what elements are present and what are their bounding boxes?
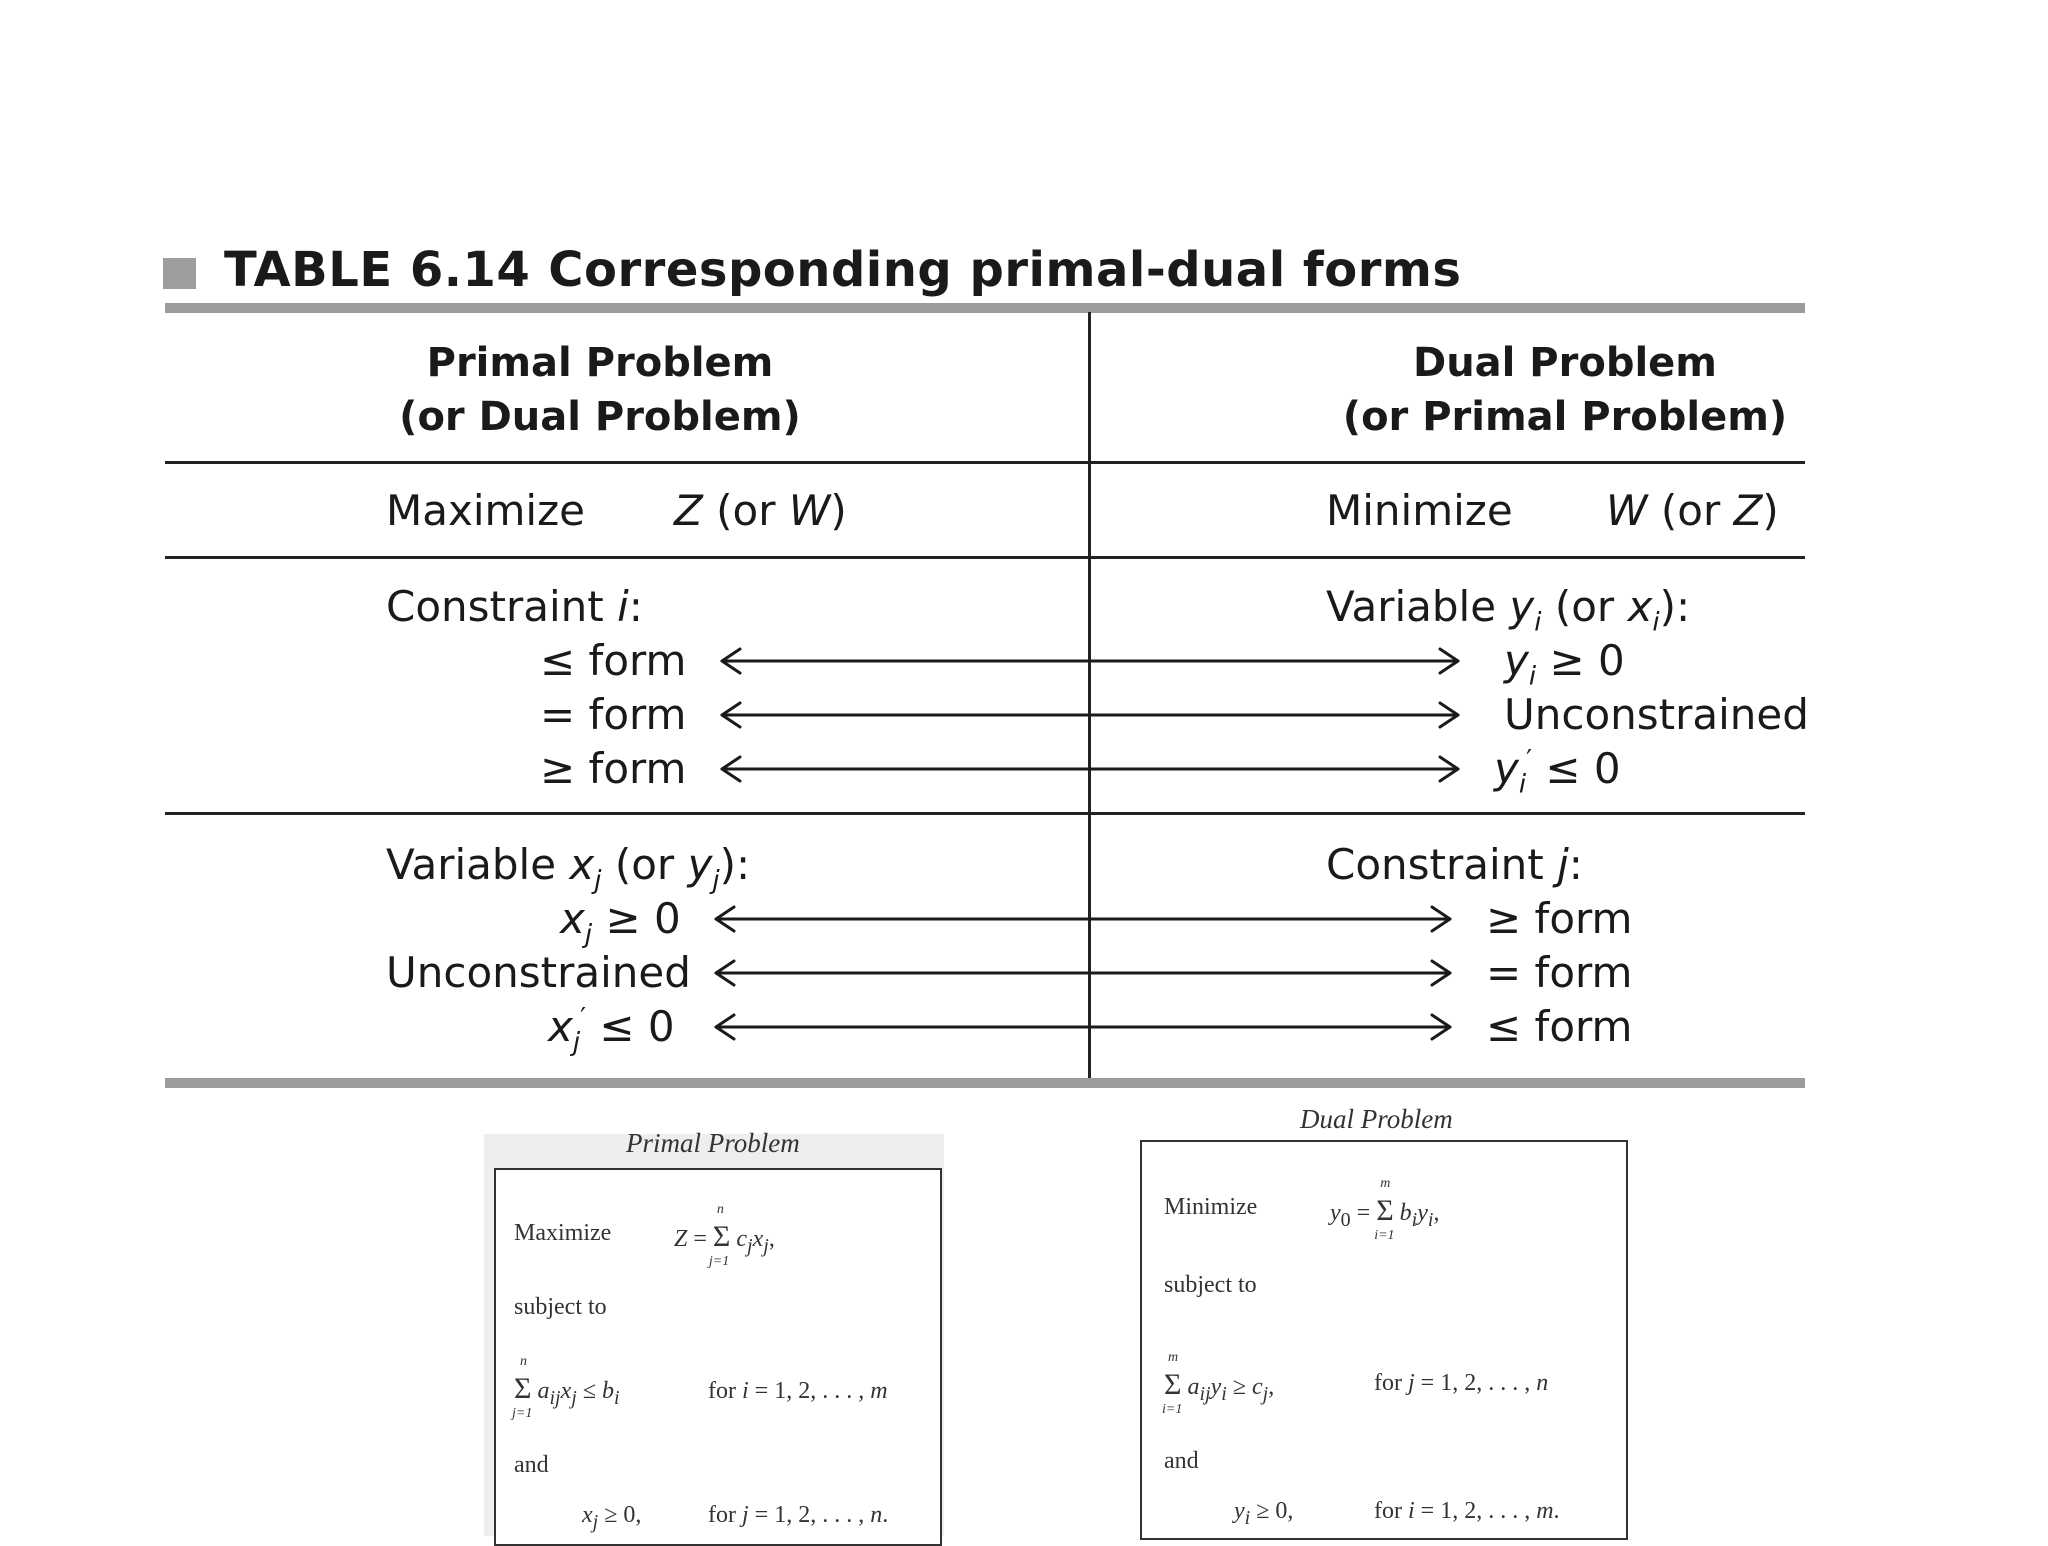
constraint-j-heading: Constraint j: xyxy=(1326,840,1583,889)
primal-box-caption: Primal Problem xyxy=(626,1128,800,1158)
dual-box-caption: Dual Problem xyxy=(1300,1104,1453,1134)
minimize-label: Minimize xyxy=(1326,486,1513,535)
dual-nonneg-range: for i = 1, 2, . . . , m. xyxy=(1374,1498,1560,1524)
ge-form-label: ≥ form xyxy=(540,744,687,793)
maximize-label: Maximize xyxy=(386,486,585,535)
arrow-ge-form xyxy=(722,757,1458,781)
arrow-le-form xyxy=(722,649,1458,673)
constraint-i-heading: Constraint i: xyxy=(386,582,643,631)
primal-nonneg-range: for j = 1, 2, . . . , n. xyxy=(708,1502,889,1528)
variable-yi-heading: Variable $y_i$ (or $x_i$): xyxy=(1326,582,1691,638)
primal-subject-to: subject to xyxy=(514,1294,607,1320)
primal-constraint: n Σ j=1 $a_{ij}x_j \le b_i$ xyxy=(512,1354,620,1421)
primal-and: and xyxy=(514,1452,549,1478)
ge-form-right-label: ≥ form xyxy=(1486,894,1633,943)
left-header-line1: Primal Problem xyxy=(426,340,774,386)
minimize-variable: W (or Z) xyxy=(1606,486,1779,535)
dual-minimize: Minimize xyxy=(1164,1194,1258,1220)
arrow-unconstrained xyxy=(716,961,1450,985)
le-form-label: ≤ form xyxy=(540,636,687,685)
arrow-xj-nonneg xyxy=(716,907,1450,931)
variable-xj-heading: Variable $x_j$ (or $y_j$): xyxy=(386,840,751,896)
dual-nonneg: $y_i \ge 0$, xyxy=(1234,1498,1294,1529)
eq-form-label: = form xyxy=(540,690,687,739)
xj-prime-nonpos-label: $x_j' \le 0$ xyxy=(548,1002,675,1058)
le-form-right-label: ≤ form xyxy=(1486,1002,1633,1051)
dual-objective: $y_0$ = m Σ i=1 $b_iy_i$, xyxy=(1330,1176,1440,1243)
right-header-line2: (or Primal Problem) xyxy=(1342,394,1788,440)
yi-nonneg-label: $y_i \ge 0$ xyxy=(1504,636,1625,692)
arrow-xj-prime xyxy=(716,1015,1450,1039)
primal-objective: Z = n Σ j=1 $c_jx_j$, xyxy=(674,1202,775,1269)
unconstrained-right-label: Unconstrained xyxy=(1504,690,1809,739)
primal-problem-box xyxy=(494,1168,942,1546)
arrow-eq-form xyxy=(722,703,1458,727)
dual-problem-box xyxy=(1140,1140,1628,1540)
table-label: TABLE 6.14 xyxy=(224,242,531,298)
right-header-line1: Dual Problem xyxy=(1413,340,1717,386)
table-caption: Corresponding primal-dual forms xyxy=(548,242,1462,298)
unconstrained-left-label: Unconstrained xyxy=(386,948,691,997)
dual-constraint-range: for j = 1, 2, . . . , n xyxy=(1374,1370,1549,1396)
eq-form-right-label: = form xyxy=(1486,948,1633,997)
primal-constraint-range: for i = 1, 2, . . . , m xyxy=(708,1378,888,1404)
xj-nonneg-label: $x_j \ge 0$ xyxy=(560,894,681,950)
maximize-variable: Z (or W) xyxy=(674,486,847,535)
left-header-line2: (or Dual Problem) xyxy=(399,394,801,440)
dual-constraint: m Σ i=1 $a_{ij}y_i \ge c_j$, xyxy=(1162,1350,1275,1417)
yi-prime-nonpos-label: $y_i' \le 0$ xyxy=(1494,744,1621,800)
dual-and: and xyxy=(1164,1448,1199,1474)
primal-maximize: Maximize xyxy=(514,1220,612,1246)
dual-subject-to: subject to xyxy=(1164,1272,1257,1298)
primal-nonneg: $x_j \ge 0$, xyxy=(582,1502,642,1533)
